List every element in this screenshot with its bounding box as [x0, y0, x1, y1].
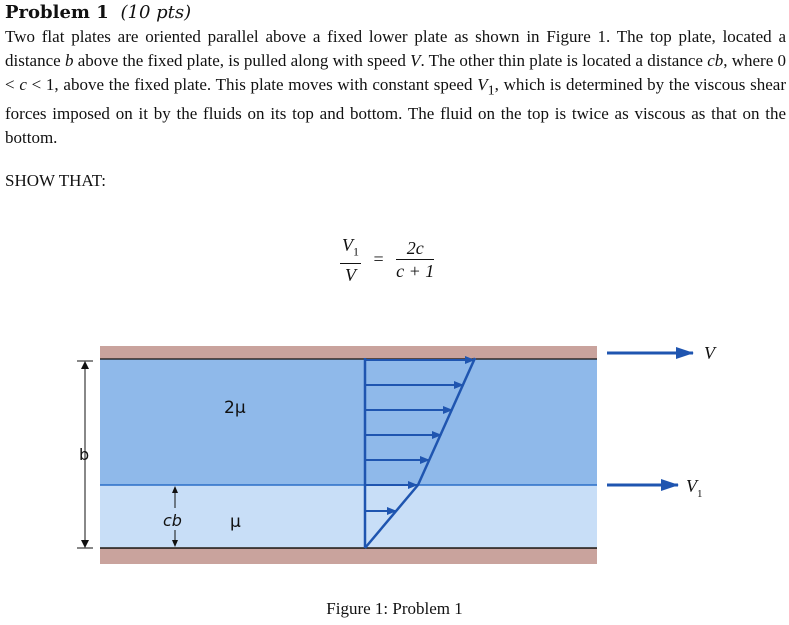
statement-part: , where 0 < [5, 51, 787, 94]
label-top-viscosity: 2μ [224, 398, 246, 418]
top-fluid [100, 358, 597, 485]
var-V1-subscript: 1 [487, 82, 495, 99]
label-b: b [79, 445, 90, 464]
equals-sign: = [373, 249, 384, 270]
lhs-num-sub: 1 [353, 244, 359, 259]
lhs-den-var: V [345, 264, 356, 285]
equation-rhs [396, 237, 434, 282]
label-bottom-viscosity: μ [230, 512, 241, 532]
equation [340, 234, 434, 286]
label-cb: cb [163, 511, 182, 530]
top-plate [100, 346, 597, 359]
show-that-label: SHOW THAT: [5, 171, 107, 190]
statement-part: . The other thin plate is located a distance [420, 51, 708, 70]
problem-title: Problem 1 [5, 2, 109, 23]
lhs-num-var: V [342, 235, 353, 255]
label-V: V [704, 343, 715, 363]
figure-caption: Figure 1: Problem 1 [326, 599, 463, 618]
problem-heading [5, 2, 191, 23]
rhs-numerator [396, 237, 434, 260]
plates-figure [0, 330, 789, 590]
var-cb: cb [707, 51, 724, 70]
label-V1-main: V [686, 476, 697, 496]
statement-part: < 1, above the fixed plate. This plate moves with constant speed [26, 75, 478, 94]
lhs-numerator [340, 234, 361, 264]
statement-part: above the fixed plate, is pulled along with speed [73, 51, 411, 70]
label-V1 [686, 476, 703, 500]
dimension-b-up-arrowhead [81, 361, 89, 369]
lhs-denominator [340, 264, 361, 286]
dimension-b-down-arrowhead [81, 540, 89, 548]
var-b: b [64, 51, 74, 70]
statement-part: Two flat plates are oriented parallel above a fixed lower plate as shown in Figure 1. The top plate, located a distance [5, 27, 786, 70]
rhs-num: 2c [406, 238, 424, 259]
problem-statement [5, 25, 786, 150]
statement-part: , which is determined by the viscous shear forces imposed on it by the fluids on its top and bottom. The fluid on the top is twice as viscous as that on the bottom. [5, 75, 786, 148]
label-V1-sub: 1 [697, 488, 703, 500]
var-c: c [19, 75, 27, 94]
bottom-plate [100, 548, 597, 564]
equation-lhs [340, 234, 361, 286]
var-V: V [410, 51, 421, 70]
rhs-den: c + 1 [396, 261, 435, 282]
var-V1: V [477, 75, 488, 94]
rhs-denominator [396, 260, 434, 282]
problem-points: (10 pts) [120, 2, 192, 23]
